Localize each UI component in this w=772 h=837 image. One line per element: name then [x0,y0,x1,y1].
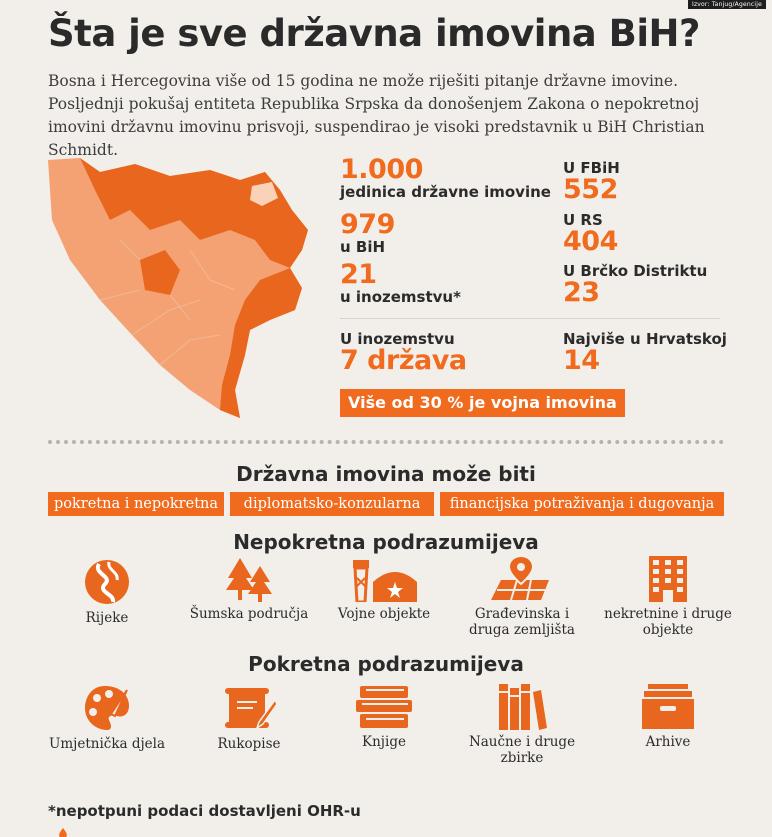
immovable-label-land: Građevinska i druga zemljišta [469,606,575,638]
movable-label-manuscripts: Rukopise [217,736,281,752]
book-collection-icon [497,682,547,730]
immovable-item-rivers [42,558,172,626]
movable-item-manuscripts [184,684,314,752]
immovable-item-military [319,556,449,622]
immovable-item-buildings [603,554,733,638]
page-title: Šta je sve državna imovina BiH? [48,12,700,55]
stat-bih [340,209,395,256]
books-stack-icon [354,684,414,730]
stat-bih-value: 979 [340,209,395,240]
archive-box-icon [640,682,696,730]
movable-item-collections [457,682,587,766]
movable-item-books [319,684,449,750]
flame-logo-icon [56,828,70,837]
stat-total-value: 1.000 [340,154,423,185]
stat-croatia-label: Najviše u Hrvatskoj [563,330,727,348]
stat-bih-label: u BiH [340,238,386,256]
immovable-label-rivers: Rijeke [85,610,129,626]
immovable-heading: Nepokretna podrazumijeva [233,530,539,554]
movable-item-archives [603,682,733,750]
art-palette-icon [83,684,131,732]
stat-rs-value: 404 [563,226,618,257]
movable-item-art [42,684,172,752]
movable-label-books: Knjige [362,734,406,750]
stat-abroad [340,259,461,306]
stat-brcko-label: U Brčko Distriktu [563,262,708,280]
tag-movable-immovable: pokretna i nepokretna [48,492,224,516]
immovable-label-forests: Šumska područja [189,606,309,622]
river-icon [83,558,131,606]
military-base-icon [349,556,419,602]
stat-total [340,154,551,201]
stat-countries [340,331,467,374]
movable-label-art: Umjetnička djela [48,736,166,752]
stat-croatia [563,331,727,374]
dotted-divider [48,440,724,444]
stat-fbih [563,160,620,203]
stat-rs [563,212,618,255]
stat-countries-label: U inozemstvu [340,330,455,348]
stat-abroad-label: u inozemstvu* [340,288,461,306]
forest-icon [224,556,274,602]
tag-diplomatic: diplomatsko-konzularna [230,492,434,516]
source-credit: Izvor: Tanjug/Agencije [688,0,766,9]
intro-paragraph: Bosna i Hercegovina više od 15 godina ne može riješiti pitanje državne imovine. Posljednji pokušaj entiteta Republika Srpska da donošenjem Zakona o nepokretnoj imovini državnu imovinu prisvoji, suspendirao je visoki predstavnik u BiH Christian Schmidt. [48,72,705,159]
stat-rs-label: U RS [563,211,603,229]
stat-countries-value: 7 država [340,345,467,376]
stat-fbih-label: U FBiH [563,159,620,177]
immovable-label-buildings: nekretnine i druge objekte [604,606,732,638]
bih-map [40,150,330,425]
movable-label-archives: Arhive [645,734,691,750]
immovable-item-forests [184,556,314,622]
manuscript-scroll-icon [219,684,279,732]
types-heading: Državna imovina može biti [236,462,536,486]
stat-fbih-value: 552 [563,174,618,205]
building-icon [643,554,693,602]
immovable-label-military: Vojne objekte [337,606,431,622]
movable-label-collections: Naučne i druge zbirke [468,734,576,766]
stats-divider [340,318,720,319]
immovable-item-land [457,554,587,638]
movable-heading: Pokretna podrazumijeva [248,652,524,676]
land-plot-icon [487,554,557,602]
stat-brcko [563,263,707,306]
stat-abroad-value: 21 [340,259,377,290]
tag-financial: financijska potraživanja i dugovanja [440,492,724,516]
stat-total-label: jedinica državne imovine [340,183,551,201]
military-share-badge: Više od 30 % je vojna imovina [340,389,625,417]
stat-croatia-value: 14 [563,345,600,376]
stat-brcko-value: 23 [563,277,600,308]
footnote: *nepotpuni podaci dostavljeni OHR-u [48,802,361,820]
